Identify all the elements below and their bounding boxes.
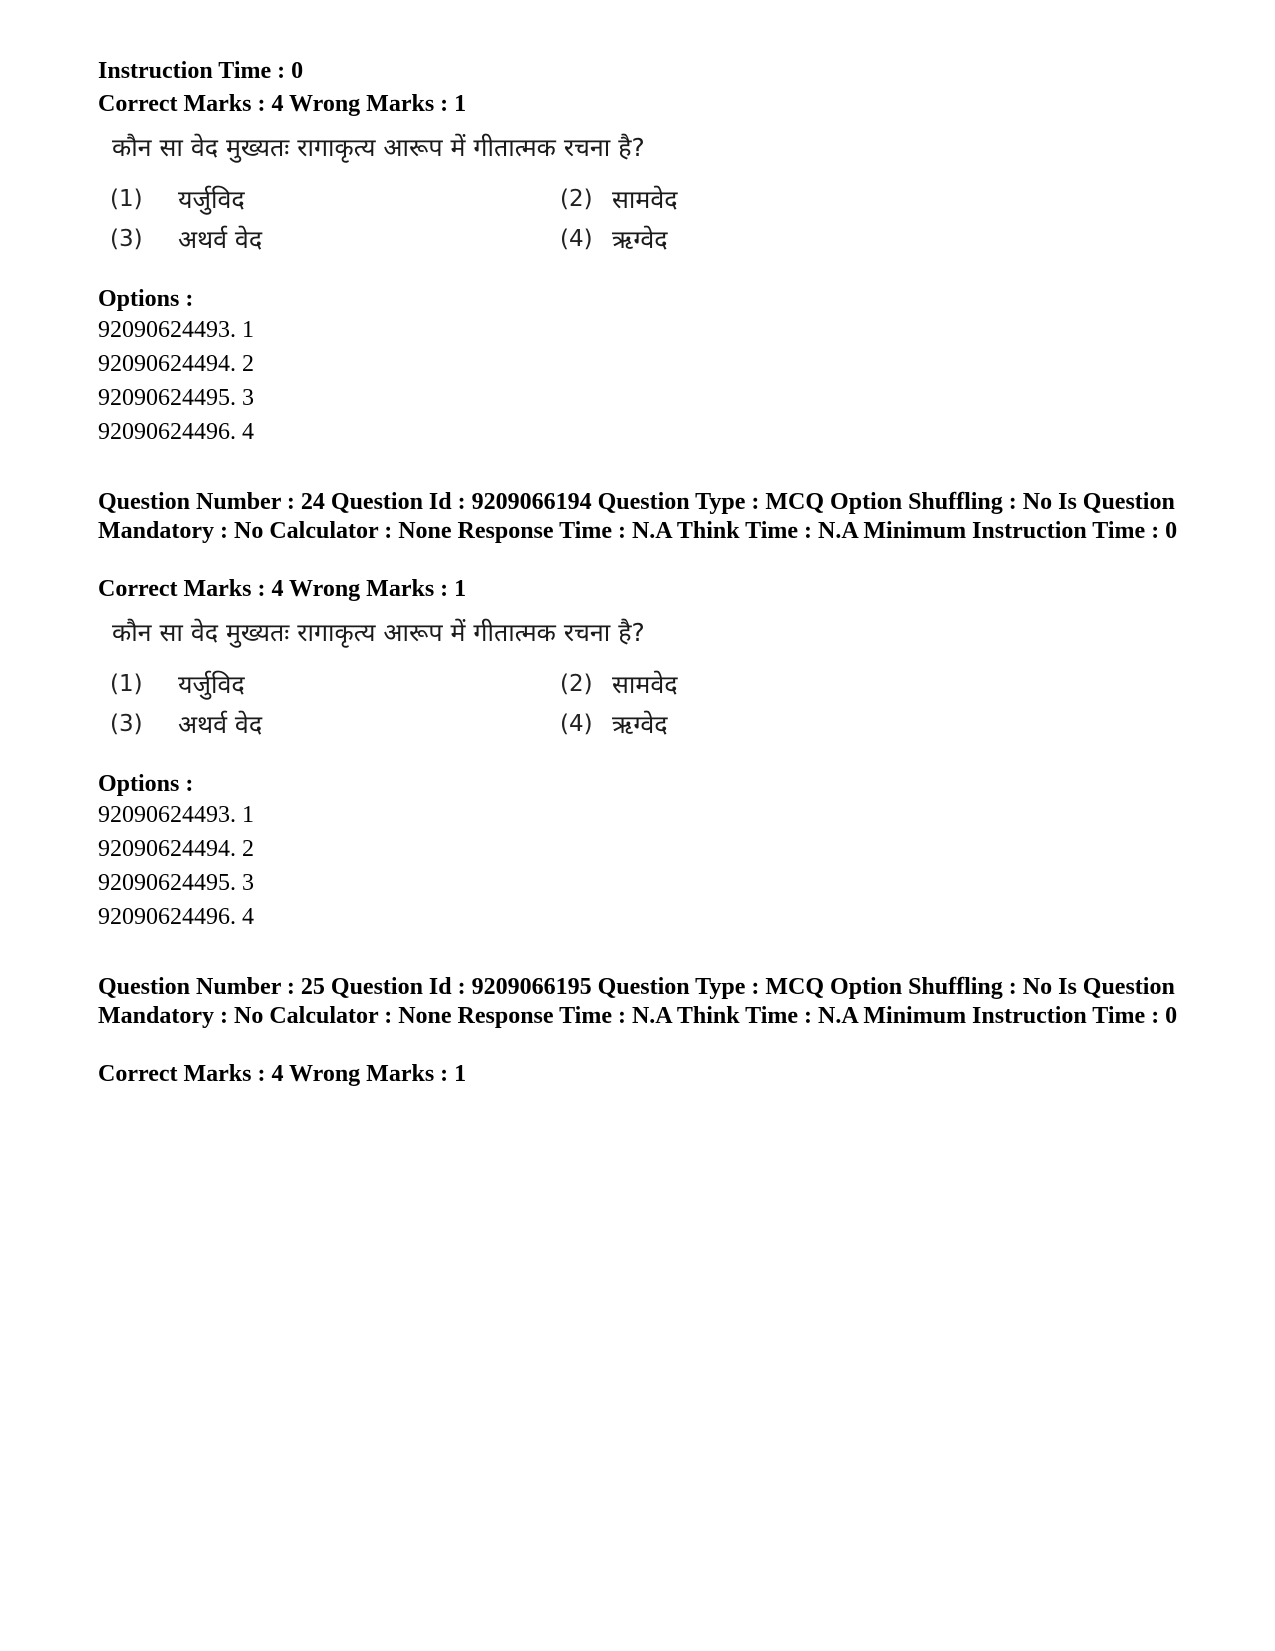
marks-line: Correct Marks : 4 Wrong Marks : 1 [98,1061,467,1087]
option-item: 92090624493. 1 [98,317,254,343]
option-item: 92090624494. 2 [98,836,254,862]
choice-number: (1) [110,671,143,697]
question-text: कौन सा वेद मुख्यतः रागाकृत्य आरूप में गीतात्मक रचना है? [112,618,645,647]
option-item: 92090624496. 4 [98,419,254,445]
choice-number: (2) [560,671,593,697]
choice-text: ऋग्वेद [612,710,668,739]
marks-line: Correct Marks : 4 Wrong Marks : 1 [98,91,467,117]
choice-text: ऋग्वेद [612,225,668,254]
choice-number: (3) [110,711,143,737]
options-list [98,798,254,934]
option-item: 92090624494. 2 [98,351,254,377]
choice-number: (1) [110,186,143,212]
choice-text: सामवेद [612,670,678,699]
choice-text: सामवेद [612,185,678,214]
options-heading: Options : [98,286,194,312]
question-image [98,611,728,761]
option-item: 92090624495. 3 [98,870,254,896]
question-meta: Question Number : 24 Question Id : 9209066194 Question Type : MCQ Option Shuffling : No Is Question Mandatory : No Calculator : None Response Time : N.A Think Time : N.A Minimum Instruction Time : 0 [98,489,1178,544]
choice-text: अथर्व वेद [178,225,263,254]
question-meta: Question Number : 25 Question Id : 9209066195 Question Type : MCQ Option Shuffling : No Is Question Mandatory : No Calculator : None Response Time : N.A Think Time : N.A Minimum Instruction Time : 0 [98,974,1178,1029]
choice-text: यर्जुविद [178,185,245,214]
options-list [98,313,254,449]
choice-number: (4) [560,226,593,252]
option-item: 92090624496. 4 [98,904,254,930]
choice-number: (3) [110,226,143,252]
option-item: 92090624493. 1 [98,802,254,828]
choice-text: अथर्व वेद [178,710,263,739]
marks-line: Correct Marks : 4 Wrong Marks : 1 [98,576,467,602]
choice-text: यर्जुविद [178,670,245,699]
question-image [98,126,728,276]
choice-number: (4) [560,711,593,737]
option-item: 92090624495. 3 [98,385,254,411]
question-text: कौन सा वेद मुख्यतः रागाकृत्य आरूप में गीतात्मक रचना है? [112,133,645,162]
options-heading: Options : [98,771,194,797]
instruction-time: Instruction Time : 0 [98,58,304,84]
choice-number: (2) [560,186,593,212]
